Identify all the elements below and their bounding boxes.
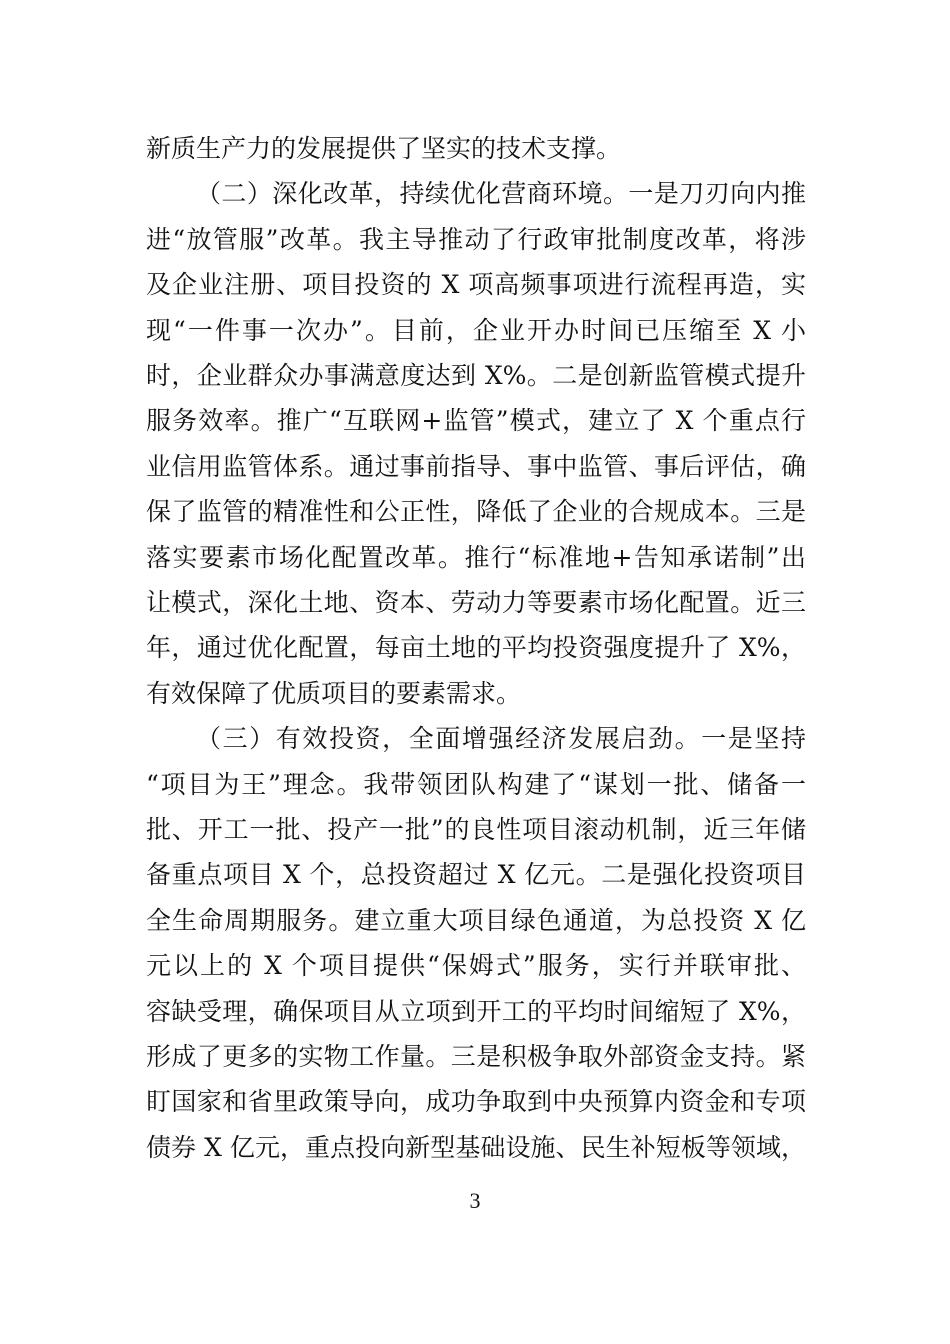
text-line: 有效保障了优质项目的要素需求。 <box>146 678 522 708</box>
text-line: 批、开工一批、投产一批”的良性项目滚动机制，近三年储 <box>146 815 806 844</box>
text-line: 让模式，深化土地、资本、劳动力等要素市场化配置。近三 <box>146 588 806 617</box>
text-line: 现“一件事一次办”。目前，企业开办时间已压缩至 X 小 <box>146 315 806 345</box>
text-line: 元以上的 X 个项目提供“保姆式”服务，实行并联审批、 <box>146 951 806 981</box>
text-line: 保了监管的精准性和公正性，降低了企业的合规成本。三是 <box>146 497 806 527</box>
text-line: 及企业注册、项目投资的 X 项高频事项进行流程再造，实 <box>146 270 806 300</box>
text-line: “项目为王”理念。我带领团队构建了“谋划一批、储备一 <box>146 769 806 799</box>
text-line: 全生命周期服务。建立重大项目绿色通道，为总投资 X 亿 <box>146 905 806 935</box>
text-line: 盯国家和省里政策导向，成功争取到中央预算内资金和专项 <box>146 1087 806 1117</box>
text-line: 新质生产力的发展提供了坚实的技术支撑。 <box>146 134 622 163</box>
text-line: 备重点项目 X 个，总投资超过 X 亿元。二是强化投资项目 <box>146 860 806 890</box>
text-line: 形成了更多的实物工作量。三是积极争取外部资金支持。紧 <box>146 1042 806 1071</box>
text-line: 年，通过优化配置，每亩土地的平均投资强度提升了 X%， <box>146 633 806 663</box>
text-line: （二）深化改革，持续优化营商环境。一是刀刃向内推 <box>196 179 806 209</box>
text-line: 时，企业群众办事满意度达到 X%。二是创新监管模式提升 <box>146 361 806 390</box>
text-line: 容缺受理，确保项目从立项到开工的平均时间缩短了 X%， <box>146 996 806 1026</box>
text-line: （三）有效投资，全面增强经济发展启劲。一是坚持 <box>196 724 806 754</box>
page-number: 3 <box>469 1188 481 1213</box>
text-line: 服务效率。推广“互联网+监管”模式，建立了 X 个重点行 <box>146 406 806 436</box>
text-line: 债券 X 亿元，重点投向新型基础设施、民生补短板等领域， <box>146 1132 806 1162</box>
text-line: 业信用监管体系。通过事前指导、事中监管、事后评估，确 <box>146 451 806 481</box>
text-line: 进“放管服”改革。我主导推动了行政审批制度改革，将涉 <box>146 224 806 254</box>
text-line: 落实要素市场化配置改革。推行“标准地+告知承诺制”出 <box>146 542 806 572</box>
